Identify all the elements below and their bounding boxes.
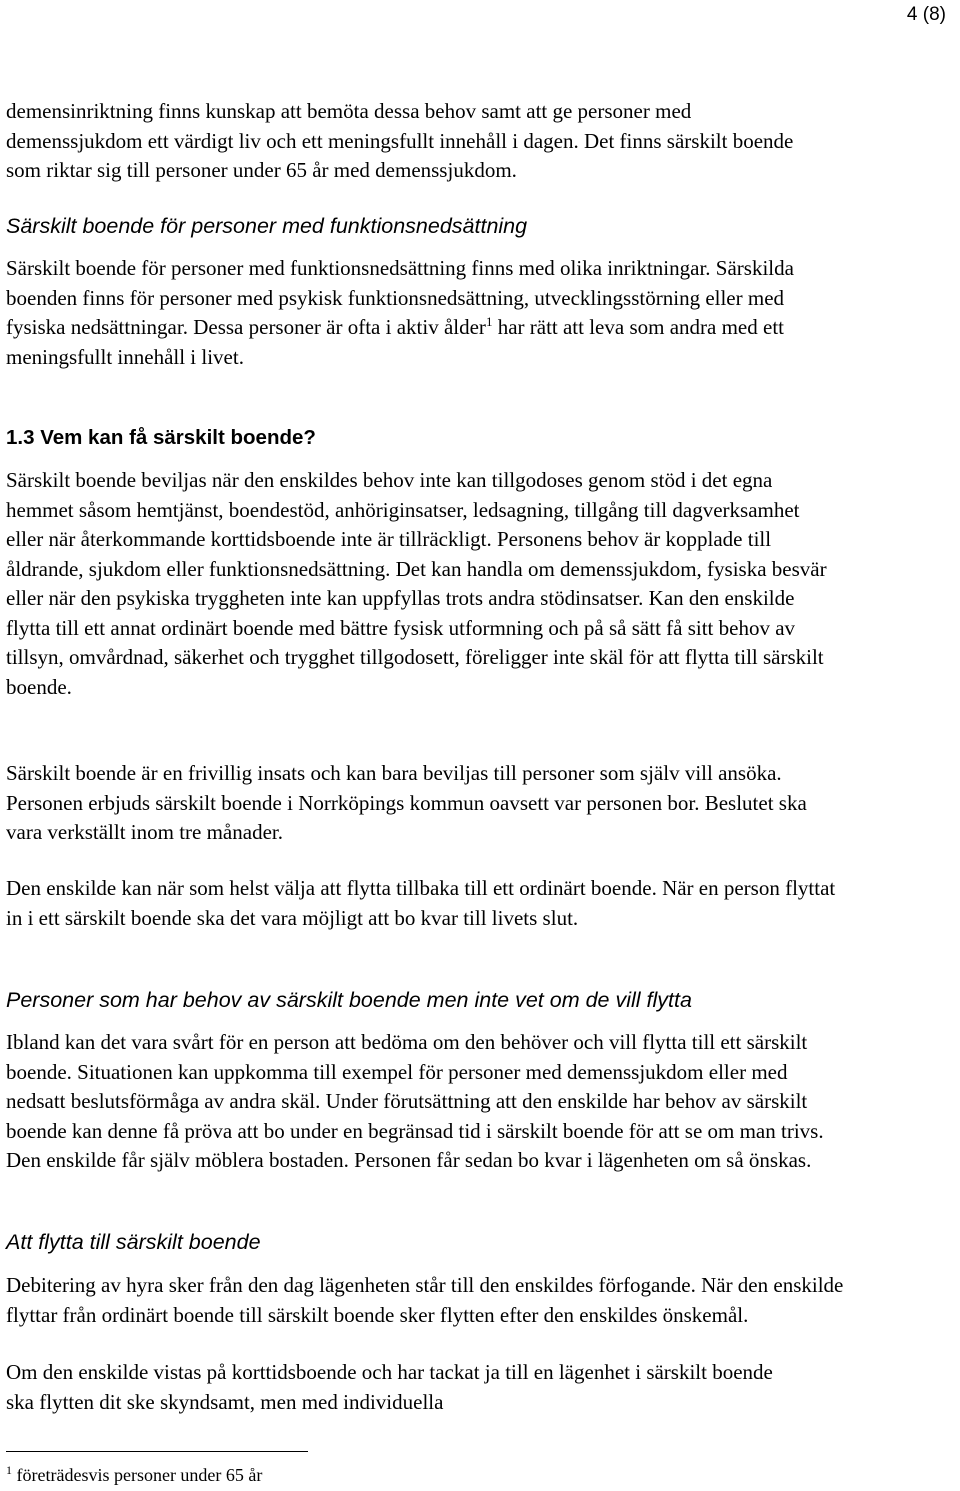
paragraph-funktionsnedsattning	[6, 254, 796, 372]
paragraph-intro: demensinriktning finns kunskap att bemöta dessa behov samt att ge personer med demenssjukdom ett värdigt liv och ett meningsfullt innehåll i dagen. Det finns särskilt boende som riktar sig till personer under 65 år med demenssjukdom.	[6, 99, 794, 182]
subheading-personer-behov: Personer som har behov av särskilt boende men inte vet om de vill flytta	[6, 988, 692, 1012]
footnote-marker: 1	[6, 1463, 12, 1477]
paragraph-debitering: Debitering av hyra sker från den dag lägenheten står till den enskildes förfogande. När den enskilde flyttar från ordinärt boende till särskilt boende sker flytten efter den enskildes önskemål.	[6, 1273, 844, 1327]
footnote-separator	[6, 1451, 308, 1452]
page-number: 4 (8)	[906, 4, 946, 25]
footnote	[6, 1463, 262, 1487]
paragraph-frivillig: Särskilt boende är en frivillig insats och kan bara beviljas till personer som själv vill ansöka. Personen erbjuds särskilt boende i Norrköpings kommun oavsett var personen bor. Beslutet ska vara verkställt inom tre månader.	[6, 761, 807, 844]
subheading-att-flytta: Att flytta till särskilt boende	[6, 1230, 261, 1254]
paragraph-vem: Särskilt boende beviljas när den enskildes behov inte kan tillgodoses genom stöd i det egna hemmet såsom hemtjänst, boendestöd, anhöriginsatser, ledsagning, tillgång till dagverksamhet eller när återkommande korttidsboende inte är tillräckligt. Personens behov är kopplade till åldrande, sjukdom eller funktionsnedsättning. Det kan handla om demenssjukdom, fysiska besvär eller när den psykiska tryggheten inte kan uppfyllas trots andra stödinsatser. Kan den enskilde flytta till ett annat ordinärt boende med bättre fysisk utformning och på så sätt få sitt behov av tillsyn, omvårdnad, säkerhet och trygghet tillgodosett, föreligger inte skäl för att flytta till särskilt boende.	[6, 468, 827, 699]
paragraph-bedoma: Ibland kan det vara svårt för en person att bedöma om den behöver och vill flytta till ett särskilt boende. Situationen kan uppkomma till exempel för personer med demenssjukdom eller med nedsatt beslutsförmåga av andra skäl. Under förutsättning att den enskilde har behov av särskilt boende kan denne få pröva att bo under en begränsad tid i särskilt boende för att se om man trivs. Den enskilde får själv möblera bostaden. Personen får sedan bo kvar i lägenheten om så önskas.	[6, 1030, 824, 1172]
paragraph-text: har rätt att leva som andra med ett meningsfullt innehåll i livet.	[6, 315, 784, 369]
section-heading-vem: 1.3 Vem kan få särskilt boende?	[6, 426, 316, 449]
subheading-funktionsnedsattning: Särskilt boende för personer med funktionsnedsättning	[6, 214, 528, 238]
footnote-text: företrädesvis personer under 65 år	[12, 1465, 263, 1485]
footnote-reference: 1	[485, 314, 493, 329]
paragraph-korttidsboende: Om den enskilde vistas på korttidsboende och har tackat ja till en lägenhet i särskilt boende ska flytten dit ske skyndsamt, men med individuella	[6, 1360, 773, 1414]
paragraph-flytta-tillbaka: Den enskilde kan när som helst välja att flytta tillbaka till ett ordinärt boende. När en person flyttat in i ett särskilt boende ska det vara möjligt att bo kvar till livets slut.	[6, 876, 836, 930]
paragraph-text: Särskilt boende för personer med funktionsnedsättning finns med olika inriktningar. Särskilda boenden finns för personer med psykisk funktionsnedsättning, utvecklingsstörning eller med fysiska nedsättningar. Dessa personer är ofta i aktiv ålder	[6, 256, 794, 339]
